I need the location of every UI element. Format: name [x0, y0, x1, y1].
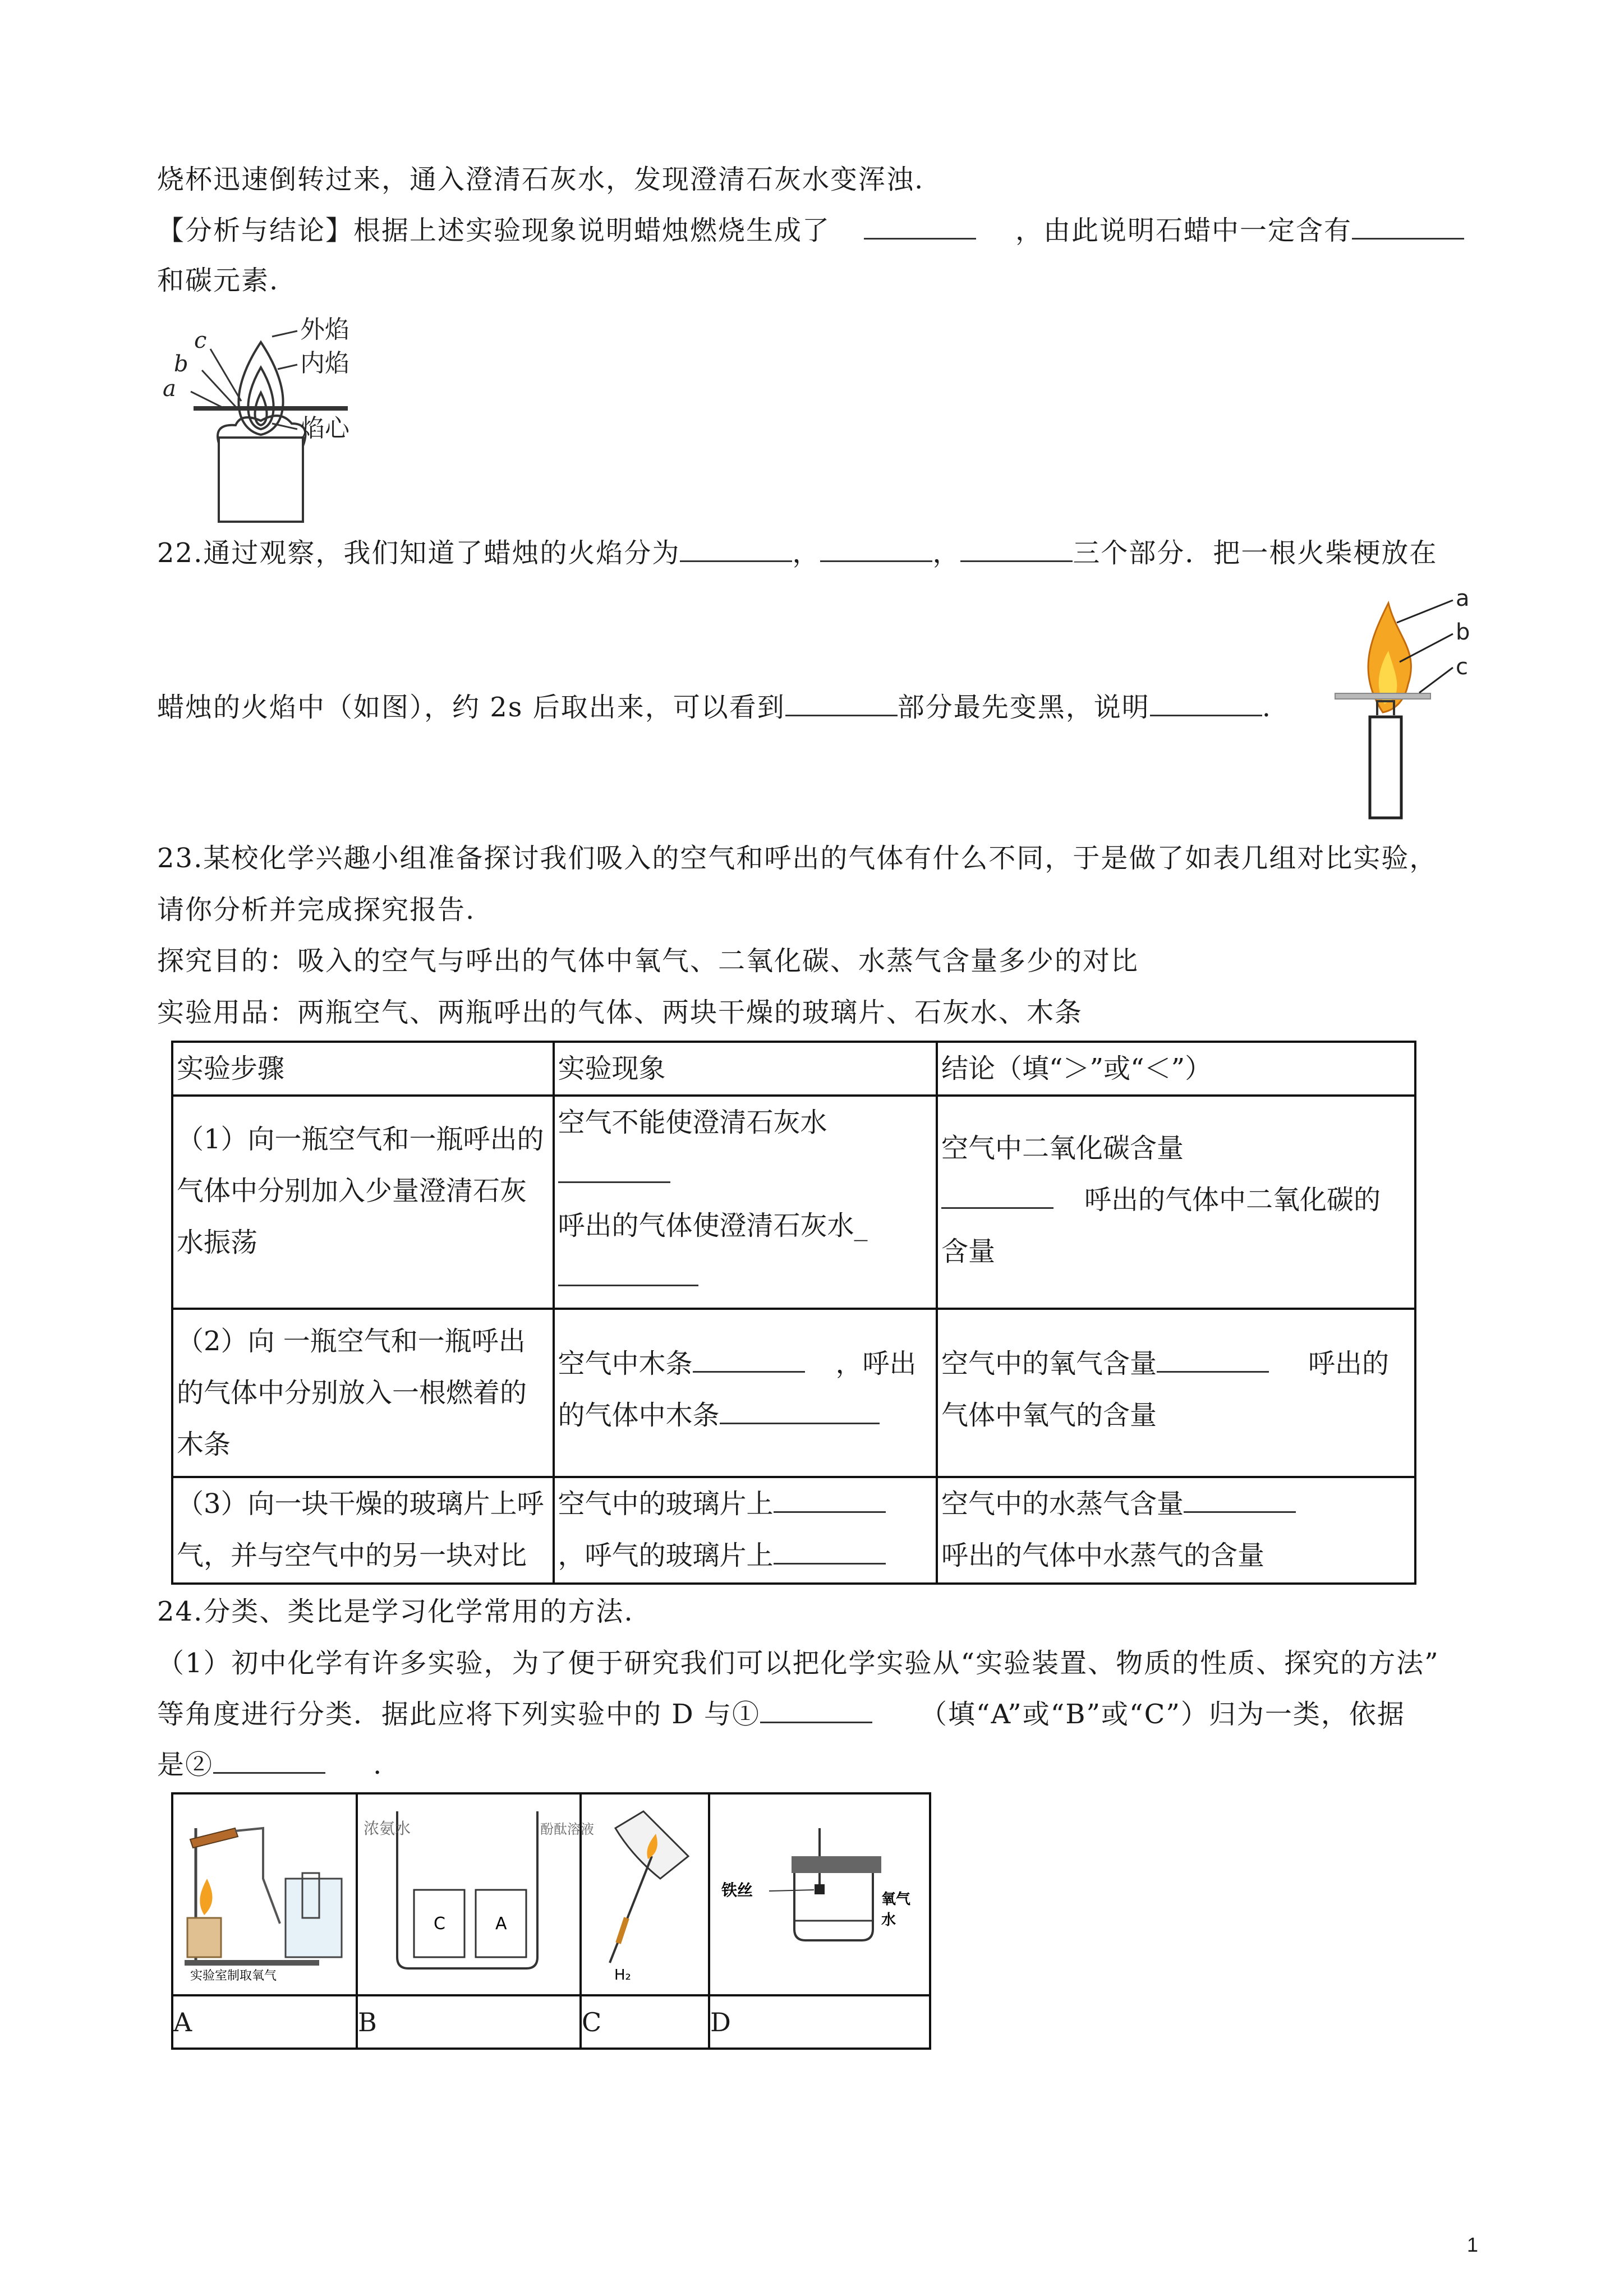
label-water: 水 — [881, 1912, 896, 1929]
table-row — [172, 1309, 1415, 1477]
experiment-images-table — [171, 1792, 931, 2050]
q22-sep: ， — [932, 537, 961, 569]
match-stick — [1335, 693, 1430, 699]
step-cell — [172, 1309, 554, 1477]
label-ammonia: 浓氨水 — [364, 1819, 411, 1838]
header-cell: 实验现象 — [554, 1042, 937, 1096]
q24-line4 — [157, 1747, 383, 1782]
q24-line4-suffix: . — [373, 1749, 383, 1780]
answer-blank[interactable] — [1352, 213, 1464, 240]
conclusion-cell — [937, 1096, 1415, 1309]
label-beaker-c: C — [434, 1914, 445, 1934]
table-row — [172, 1477, 1415, 1584]
image-label: D — [709, 1995, 930, 2049]
cell-line: 呼出的气体中水蒸气的含量 — [941, 1540, 1265, 1571]
image-label: A — [172, 1995, 357, 2049]
cell-line: （2）向 一瓶空气和一瓶呼出 — [177, 1326, 526, 1357]
label-beaker-a: A — [495, 1914, 507, 1934]
cell-line: 呼出的气体中二氧化碳的 — [1084, 1184, 1381, 1216]
cell-line: 气，并与空气中的另一块对比 — [177, 1540, 527, 1571]
answer-blank[interactable] — [693, 1346, 805, 1373]
label-flame-core: 焰心 — [300, 414, 349, 443]
candle-body — [219, 438, 303, 522]
label-b: b — [1456, 619, 1470, 645]
cell-line: 空气中的玻璃片上 — [558, 1488, 774, 1520]
cell-line: 水振荡 — [177, 1227, 258, 1258]
candle-match-figure — [1335, 586, 1492, 819]
q22-line2-mid: 部分最先变黑，说明 — [897, 692, 1150, 723]
answer-blank[interactable] — [213, 1747, 325, 1774]
answer-blank[interactable] — [820, 536, 932, 562]
answer-blank[interactable] — [774, 1487, 886, 1513]
melted-wax — [218, 416, 306, 446]
answer-blank[interactable] — [864, 213, 976, 240]
label-phenolphthalein: 酚酞溶液 — [540, 1821, 594, 1837]
q22-line2-prefix: 蜡烛的火焰中（如图），约 2s 后取出来，可以看到 — [157, 692, 785, 723]
label-iron-wire: 铁丝 — [721, 1881, 753, 1899]
answer-blank[interactable] — [941, 1182, 1053, 1209]
q23-materials: 实验用品：两瓶空气、两瓶呼出的气体、两块干燥的玻璃片、石灰水、木条 — [157, 997, 1083, 1028]
q22-sep: ， — [792, 537, 821, 569]
caption-a: 实验室制取氧气 — [190, 1969, 277, 1983]
cell-line: 木条 — [177, 1429, 231, 1460]
answer-blank[interactable] — [1150, 690, 1262, 716]
q24-line3-suffix: （填“A”或“B”或“C”）归为一类，依据 — [920, 1699, 1405, 1730]
experiment-table — [171, 1041, 1416, 1585]
cell-line: （3）向一块干燥的玻璃片上呼 — [177, 1488, 544, 1520]
phenomenon-cell — [554, 1309, 937, 1477]
answer-blank[interactable] — [720, 1398, 880, 1424]
answer-blank[interactable] — [1157, 1346, 1269, 1373]
label-inner-flame: 内焰 — [300, 349, 349, 378]
analysis-prefix: 【分析与结论】根据上述实验现象说明蜡烛燃烧生成了 — [157, 215, 831, 246]
image-cell-a — [172, 1793, 357, 1995]
cell-line: （1）向一瓶空气和一瓶呼出的 — [177, 1124, 544, 1155]
answer-blank[interactable] — [680, 536, 792, 562]
hydrogen-combustion-apparatus — [582, 1795, 708, 1988]
phenomenon-cell — [554, 1477, 937, 1584]
cell-line: 呼出的 — [1308, 1348, 1390, 1379]
cell-line: 的气体中木条 — [558, 1400, 720, 1431]
image-label: B — [357, 1995, 581, 2049]
label-a: a — [1456, 586, 1470, 611]
iron-wire-combustion-apparatus — [710, 1795, 929, 1988]
table-header-row — [172, 1042, 1415, 1096]
q24-line4-prefix: 是② — [157, 1749, 214, 1780]
cell-line: 气体中分别加入少量澄清石灰 — [177, 1175, 527, 1207]
q21-line1: 烧杯迅速倒转过来，通入澄清石灰水，发现澄清石灰水变浑浊. — [157, 164, 924, 195]
label-oxygen: 氧气 — [881, 1891, 911, 1908]
analysis-mid: ，由此说明石蜡中一定含有 — [1015, 215, 1352, 246]
label-b: b — [174, 351, 188, 377]
q24-line1: 24.分类、类比是学习化学常用的方法. — [157, 1596, 634, 1627]
cell-line: 含量 — [941, 1236, 996, 1267]
label-outer-flame: 外焰 — [300, 315, 349, 344]
header-cell: 结论（填“＞”或“＜”） — [937, 1042, 1415, 1096]
image-label: C — [581, 1995, 709, 2049]
q24-line2: （1）初中化学有许多实验，为了便于研究我们可以把化学实验从“实验装置、物质的性质、探究的方法” — [157, 1648, 1439, 1679]
cell-line: 气体中氧气的含量 — [941, 1400, 1157, 1431]
cell-line: 空气中的水蒸气含量 — [941, 1488, 1184, 1520]
table-row — [172, 1096, 1415, 1309]
image-cell-c — [581, 1793, 709, 1995]
answer-blank[interactable] — [760, 1697, 872, 1723]
image-cell-d — [709, 1793, 930, 1995]
step-cell — [172, 1096, 554, 1309]
answer-blank[interactable] — [558, 1260, 698, 1286]
q21-analysis — [157, 213, 1464, 247]
q22-line2-end: . — [1262, 692, 1272, 723]
page-number: 1 — [1466, 2233, 1478, 2256]
labels-row — [172, 1995, 930, 2049]
cell-line: ，呼出 — [835, 1348, 917, 1379]
q24-line3-prefix: 等角度进行分类．据此应将下列实验中的 D 与① — [157, 1699, 761, 1730]
q22-line1 — [157, 536, 1437, 570]
candle-flame-figure — [157, 309, 376, 522]
answer-blank[interactable] — [785, 690, 898, 716]
q22-suffix: 三个部分．把一根火柴梗放在 — [1073, 537, 1438, 569]
label-hydrogen: H₂ — [614, 1967, 631, 1984]
label-c: c — [1456, 654, 1468, 680]
cell-line: ，呼气的玻璃片上 — [558, 1540, 774, 1571]
ammonia-diffusion-apparatus — [358, 1795, 594, 1988]
step-cell — [172, 1477, 554, 1584]
cell-line: 空气中的氧气含量 — [941, 1348, 1157, 1379]
answer-blank[interactable] — [1184, 1487, 1296, 1513]
cell-line: 空气中二氧化碳含量 — [941, 1133, 1184, 1164]
oxygen-preparation-apparatus — [173, 1795, 356, 1988]
q23-intro1: 23.某校化学兴趣小组准备探讨我们吸入的空气和呼出的气体有什么不同，于是做了如表几组对比实验， — [157, 843, 1438, 874]
q23-purpose: 探究目的：吸入的空气与呼出的气体中氧气、二氧化碳、水蒸气含量多少的对比 — [157, 945, 1139, 977]
answer-blank[interactable] — [960, 536, 1073, 562]
label-a: a — [163, 376, 176, 402]
q22-line2 — [157, 690, 1272, 724]
q23-intro2: 请你分析并完成探究报告. — [157, 894, 476, 926]
header-cell: 实验步骤 — [172, 1042, 554, 1096]
cell-line: 空气中木条 — [558, 1348, 693, 1379]
candle-body — [1370, 717, 1401, 818]
q24-line3 — [157, 1697, 1405, 1731]
q21-analysis-end: 和碳元素. — [157, 265, 279, 296]
images-row — [172, 1793, 930, 1995]
answer-blank[interactable] — [558, 1157, 670, 1183]
answer-blank[interactable] — [774, 1538, 886, 1565]
phenomenon-cell — [554, 1096, 937, 1309]
label-c: c — [194, 328, 207, 353]
conclusion-cell — [937, 1309, 1415, 1477]
q22-prefix: 22.通过观察，我们知道了蜡烛的火焰分为 — [157, 537, 680, 569]
cell-line: 呼出的气体使澄清石灰水_ — [558, 1210, 868, 1241]
image-cell-b — [357, 1793, 594, 1995]
conclusion-cell — [937, 1477, 1415, 1584]
cell-line: 的气体中分别放入一根燃着的 — [177, 1377, 527, 1409]
cell-line: 空气不能使澄清石灰水 — [558, 1107, 827, 1138]
